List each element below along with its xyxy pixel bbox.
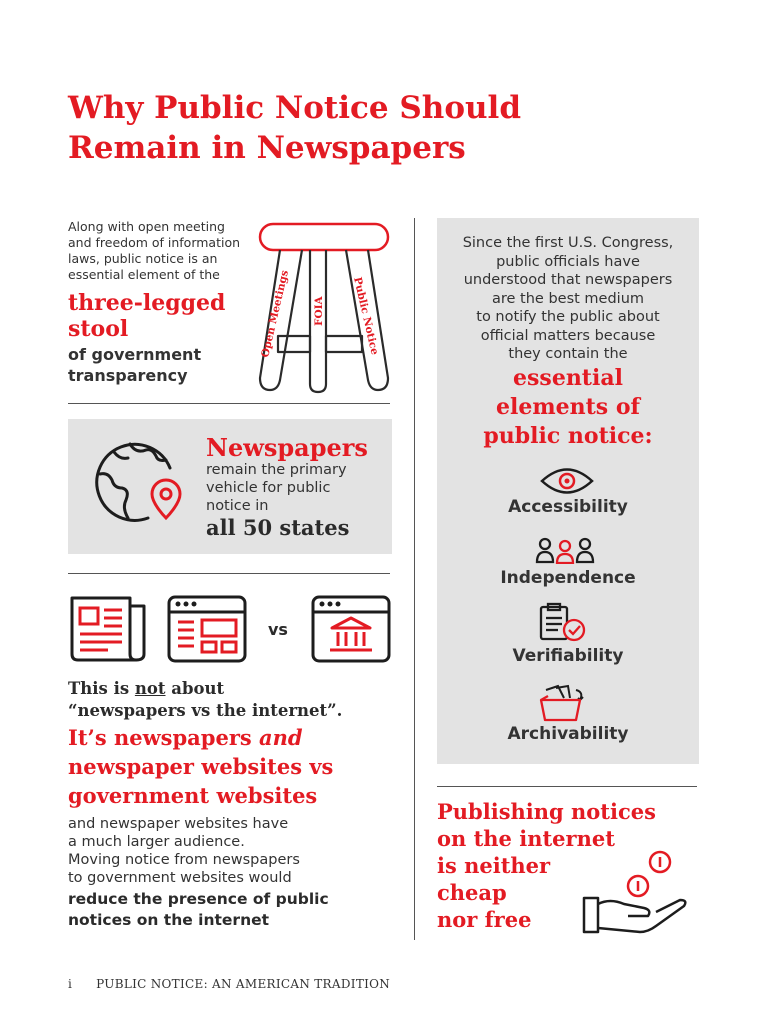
cost-heading: Publishing notices on the internet is neither cheap nor free (437, 799, 656, 932)
divider-right (437, 786, 697, 787)
stool-illustration (250, 218, 400, 398)
newspapers-and-websites: It’s newspapers and newspaper websites vs government websites (68, 725, 334, 808)
eye-icon (539, 466, 595, 496)
people-icon (535, 536, 595, 564)
comparison-conclusion: reduce the presence of public notices on the internet (68, 890, 329, 929)
stool-seat (260, 224, 388, 250)
leg-label-foia: FOIA (313, 296, 325, 326)
government-website-icon (310, 594, 392, 664)
archive-box-icon (538, 684, 592, 722)
divider-left-2 (68, 573, 390, 574)
leg-label-public-notice: Public Notice (351, 275, 381, 357)
title-line-2: Remain in Newspapers (68, 130, 466, 166)
element-archivability: Archivability (507, 724, 629, 744)
not-underlined: not (134, 679, 166, 698)
page-number: i (68, 977, 73, 991)
news-website-icon (166, 594, 248, 664)
globe-pin-icon (90, 438, 196, 528)
essential-elements-heading: essential elements of public notice: (483, 365, 653, 449)
newspapers-heading: Newspapers (206, 433, 368, 462)
element-independence: Independence (500, 568, 636, 588)
hand-coins-icon (580, 848, 690, 938)
clipboard-check-icon (538, 602, 590, 642)
page-footer (68, 977, 414, 991)
title-line-1: Why Public Notice Should (68, 90, 521, 126)
column-divider (414, 218, 415, 940)
not-about-text: This is not about “newspapers vs the internet”. (68, 679, 343, 720)
page-title (68, 88, 628, 168)
stool-tail: of government transparency (68, 345, 202, 385)
divider-left-1 (68, 403, 390, 404)
stool-intro: Along with open meeting and freedom of information laws, public notice is an essential element of the (68, 219, 241, 282)
element-verifiability: Verifiability (512, 646, 624, 666)
leg-label-open-meetings: Open Meetings (259, 269, 291, 359)
stool-rung-left (278, 336, 310, 352)
stool-rung-right (326, 336, 362, 352)
newspaper-icon (68, 594, 150, 664)
footer-text: PUBLIC NOTICE: AN AMERICAN TRADITION (96, 977, 391, 991)
congress-body: Since the first U.S. Congress, public officials have understood that newspapers are the best medium to notify the public about official matters because they contain the (462, 235, 674, 362)
comparison-body: and newspaper websites have a much larger audience. Moving notice from newspapers to government websites would (68, 816, 300, 886)
vs-label: vs (268, 620, 288, 639)
and-emphasis: and (259, 725, 303, 750)
stool-highlight: three-legged stool (68, 290, 226, 342)
newspapers-body: remain the primary vehicle for public notice in (206, 462, 347, 514)
element-accessibility: Accessibility (508, 497, 628, 517)
newspapers-emphasis: all 50 states (206, 515, 350, 540)
